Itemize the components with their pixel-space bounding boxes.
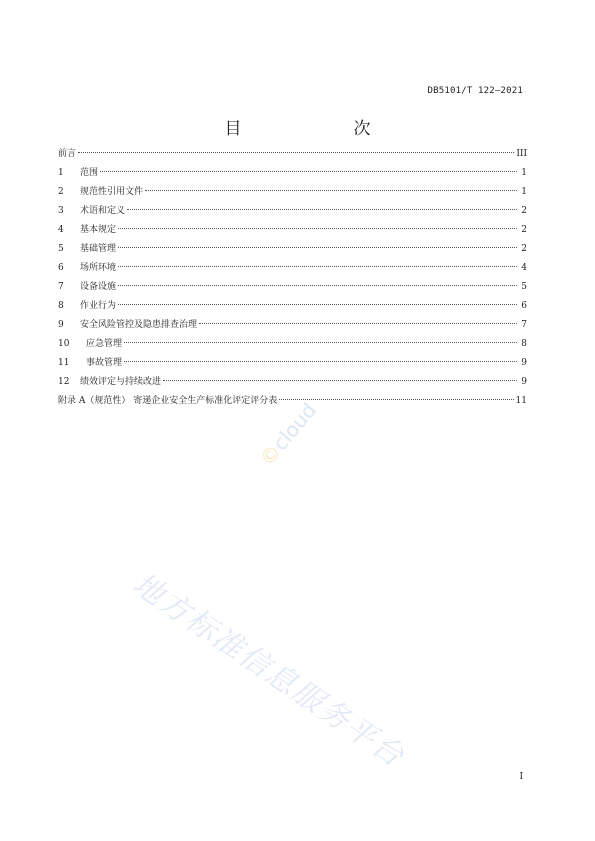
toc-entry-label: 规范性引用文件 [80,187,144,197]
toc-entry-number: 2 [58,187,64,197]
toc-entry-page: 7 [521,320,527,330]
toc-leader-dots [118,284,517,286]
toc-entry-number: 5 [58,244,64,254]
toc-entry-4[interactable] [58,221,527,240]
toc-leader-dots [199,322,517,324]
toc-entry-number: 3 [58,206,64,216]
toc-entry-12[interactable] [58,373,527,392]
toc-entry-label: 设备设施 [80,282,117,292]
toc-leader-dots [118,227,517,229]
watermark-logo-mark: © [255,439,287,471]
toc-entry-label: 事故管理 [86,358,123,368]
toc-entry-label: 作业行为 [80,301,117,311]
toc-entry-number: 10 [58,339,70,349]
toc-leader-dots [163,379,517,381]
toc-entry-number: 7 [58,282,64,292]
toc-entry-page: 2 [521,244,527,254]
toc-entry-number: 12 [58,377,70,387]
toc-leader-dots [78,151,514,153]
toc-entry-11[interactable] [58,354,527,373]
toc-entry-7[interactable] [58,278,527,297]
toc-entry-page: 9 [521,377,527,387]
toc-leader-dots [279,398,513,400]
toc-entry-page: 5 [521,282,527,292]
toc-entry-1[interactable] [58,164,527,183]
toc-entry-10[interactable] [58,335,527,354]
toc-leader-dots [127,208,517,210]
toc-entry-foreword[interactable] [58,145,527,164]
toc-entry-number: 8 [58,301,64,311]
toc-entry-3[interactable] [58,202,527,221]
toc-title: 目 次 [224,119,397,139]
document-code: DB5101/T 122—2021 [427,86,523,96]
toc-entry-page: 11 [515,396,527,406]
toc-entry-page: III [516,149,527,159]
toc-entry-page: 2 [521,206,527,216]
toc-entry-label: 术语和定义 [80,206,126,216]
toc-entry-9[interactable] [58,316,527,335]
toc-entry-label: 应急管理 [86,339,123,349]
toc-entry-label: 安全风险管控及隐患排查治理 [80,320,198,330]
toc-leader-dots [118,303,517,305]
toc-entry-number: 9 [58,320,64,330]
toc-leader-dots [124,341,517,343]
toc-entry-number: 6 [58,263,64,273]
toc-entry-page: 8 [521,339,527,349]
toc-leader-dots [118,265,517,267]
toc-entry-label: 基本规定 [80,225,117,235]
toc-entry-2[interactable] [58,183,527,202]
toc-entry-6[interactable] [58,259,527,278]
watermark-logo-text: cloud [267,398,322,456]
toc-entry-page: 1 [521,168,527,178]
toc-entry-number: 4 [58,225,64,235]
toc-entry-number: 1 [58,168,64,178]
toc-entry-annex-a[interactable] [58,392,527,411]
toc-leader-dots [118,246,517,248]
toc-leader-dots [145,189,517,191]
toc-entry-5[interactable] [58,240,527,259]
toc-entry-page: 9 [521,358,527,368]
toc-entry-page: 4 [521,263,527,273]
toc-entry-label: 范围 [80,168,99,178]
toc-entry-page: 1 [521,187,527,197]
toc-entry-label: 附录 A（规范性） 寄递企业安全生产标准化评定评分表 [58,396,278,406]
toc-entry-label: 基础管理 [80,244,117,254]
toc-leader-dots [100,170,517,172]
toc-entry-8[interactable] [58,297,527,316]
watermark-text: 地方标准信息服务平台 [125,566,411,775]
toc-entry-label: 绩效评定与持续改进 [80,377,162,387]
toc-entry-number: 11 [58,358,70,368]
toc-entry-page: 6 [521,301,527,311]
toc-entry-page: 2 [521,225,527,235]
page-number: I [519,772,523,782]
toc-entry-label: 前言 [58,149,77,159]
table-of-contents [58,145,527,411]
toc-entry-label: 场所环境 [80,263,117,273]
toc-leader-dots [124,360,517,362]
